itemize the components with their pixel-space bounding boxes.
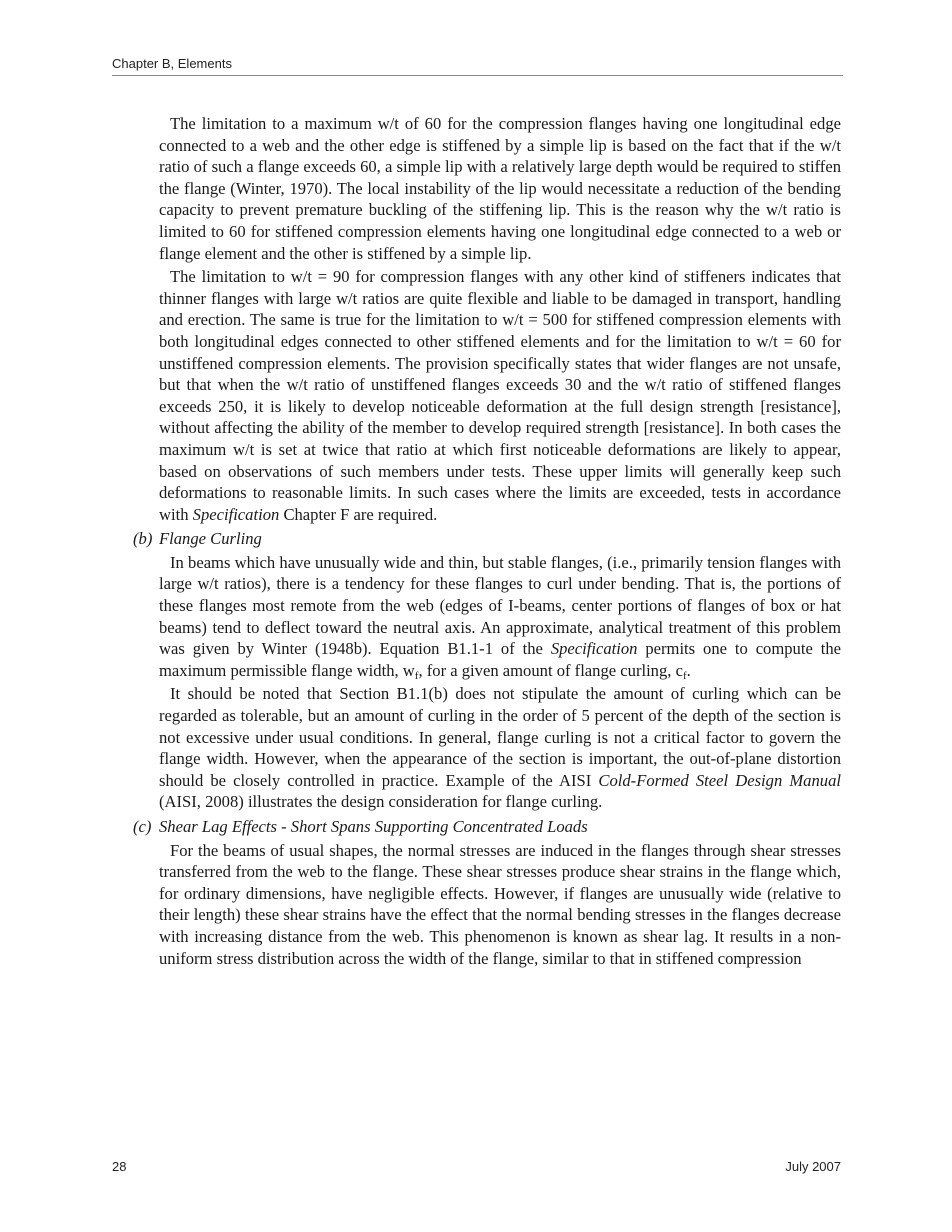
text: In beams which have unusually wide and thin, but stable flanges, (i.e., primarily tension flanges with large w/t ratios), there is a tendency for these flanges to curl under bending. That is, the portions of these flanges most remote from the web (edges of I-beams, center portions of flanges of box or hat beams) tend to deflect toward the neutral axis. An approximate, analytical treatment of this problem was given by Winter (1948b). Equation B1.1-1 of the — [159, 552, 841, 659]
text: , for a given amount of flange curling, c — [418, 660, 683, 680]
heading-label: (b) — [133, 529, 153, 549]
text: (AISI, 2008) illustrates the design consideration for flange curling. — [159, 792, 603, 812]
heading-title: Flange Curling — [159, 529, 262, 549]
paragraph — [159, 683, 841, 813]
text: The limitation to w/t = 90 for compression flanges with any other kind of stiffeners indicates that thinner flanges with large w/t ratios are quite flexible and liable to be damaged in transport, handling and erection. The same is true for the limitation to w/t = 500 for stiffened compression elements with both longitudinal edges connected to other stiffened elements and for the limitation to w/t = 60 for unstiffened compression elements. The provision specifically states that wider flanges are not unsafe, but that when the w/t ratio of unstiffened flanges exceeds 30 and the w/t ratio of stiffened flanges exceeds 250, it is likely to develop noticeable deformation at the full design strength [resistance], without affecting the ability of the member to develop required strength [resistance]. In both cases the maximum w/t is set at twice that ratio at which first noticeable deformations are likely to appear, based on observations of such members under tests. These upper limits will generally keep such deformations to reasonable limits. In such cases where the limits are exceeded, tests in accordance with — [159, 267, 841, 524]
heading-title: Shear Lag Effects - Short Spans Supporting Concentrated Loads — [159, 817, 588, 836]
paragraph: For the beams of usual shapes, the normal stresses are induced in the flanges through shear stresses transferred from the web to the flange. These shear stresses produce shear strains in the flange which, for ordinary dimensions, have negligible effects. However, if flanges are unusually wide (relative to their length) these shear strains have the effect that the normal bending stresses in the flanges decrease with increasing distance from the web. This phenomenon is known as shear lag. It results in a non-uniform stress distribution across the width of the flange, similar to that in stiffened compression — [159, 840, 841, 968]
italic-text: Specification — [550, 639, 638, 659]
subscript: f — [414, 669, 419, 682]
paragraph — [159, 266, 841, 525]
document-body — [133, 113, 842, 971]
section-heading-b — [133, 528, 841, 550]
italic-text: Cold-Formed Steel Design Manual — [598, 770, 841, 790]
heading-label: (c) — [133, 817, 152, 836]
running-header: Chapter B, Elements — [112, 56, 232, 71]
header-rule — [112, 75, 843, 76]
footer-date: July 2007 — [785, 1159, 841, 1174]
paragraph: The limitation to a maximum w/t of 60 for the compression flanges having one longitudinal edge connected to a web and the other edge is stiffened by a simple lip is based on the fact that if the w/t ratio of such a flange exceeds 60, a simple lip with a relatively large depth would be required to stiffen the flange (Winter, 1970). The local instability of the lip would necessitate a reduction of the bending capacity to prevent premature buckling of the stiffening lip. This is the reason why the w/t ratio is limited to 60 for stiffened compression elements having one longitudinal edge connected to a web or flange element and the other is stiffened by a simple lip. — [159, 114, 841, 263]
text: Chapter F are required. — [279, 504, 438, 524]
page-number: 28 — [112, 1159, 127, 1174]
paragraph — [159, 552, 841, 682]
section-heading-c — [133, 816, 841, 838]
text: . — [686, 660, 691, 680]
italic-text: Specification — [192, 504, 280, 524]
text: It should be noted that Section B1.1(b) does not stipulate the amount of curling which can be regarded as tolerable, but an amount of curling in the order of 5 percent of the depth of the section is not excessive under usual conditions. In general, flange curling is not a critical factor to govern the flange width. However, when the appearance of the section is important, the out-of-plane distortion should be closely controlled in practice. Example of the AISI — [159, 684, 841, 790]
text: permits one to compute the maximum permissible flange width, w — [159, 639, 842, 680]
subscript: f — [682, 669, 687, 682]
